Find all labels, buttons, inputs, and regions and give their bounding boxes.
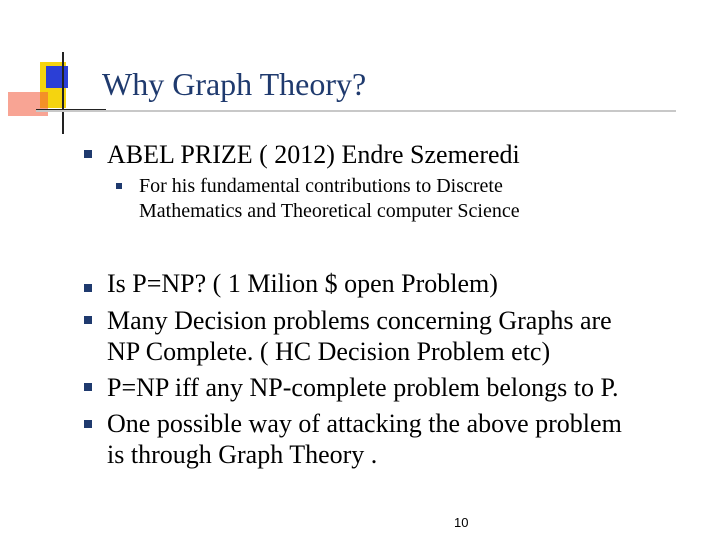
- bullet-marker: [84, 383, 92, 391]
- bullet-text: ABEL PRIZE ( 2012) Endre Szemeredi: [107, 140, 520, 169]
- bullet-text-line2: NP Complete. ( HC Decision Problem etc): [107, 337, 551, 366]
- page-number: 10: [454, 515, 469, 530]
- bullet-marker: [84, 284, 92, 292]
- bullet-text-line2: is through Graph Theory .: [107, 440, 378, 469]
- bullet-marker: [84, 316, 92, 324]
- title-divider: [36, 110, 676, 112]
- deco-blue-square: [46, 66, 68, 88]
- bullet-text-line1: One possible way of attacking the above problem: [107, 409, 622, 438]
- bullet-marker: [84, 150, 92, 158]
- slide-title: Why Graph Theory?: [102, 66, 367, 102]
- sub-bullet-text-line1: For his fundamental contributions to Discrete: [139, 175, 503, 197]
- bullet-text-line1: Many Decision problems concerning Graphs are: [107, 306, 612, 335]
- sub-bullet-text-line2: Mathematics and Theoretical computer Science: [139, 200, 520, 222]
- bullet-marker: [84, 420, 92, 428]
- deco-red-square: [8, 92, 48, 116]
- sub-bullet-marker: [116, 183, 122, 189]
- bullet-text: P=NP iff any NP-complete problem belongs to P.: [107, 373, 619, 402]
- bullet-text: Is P=NP? ( 1 Milion $ open Problem): [107, 269, 498, 298]
- deco-vertical-line: [62, 52, 64, 134]
